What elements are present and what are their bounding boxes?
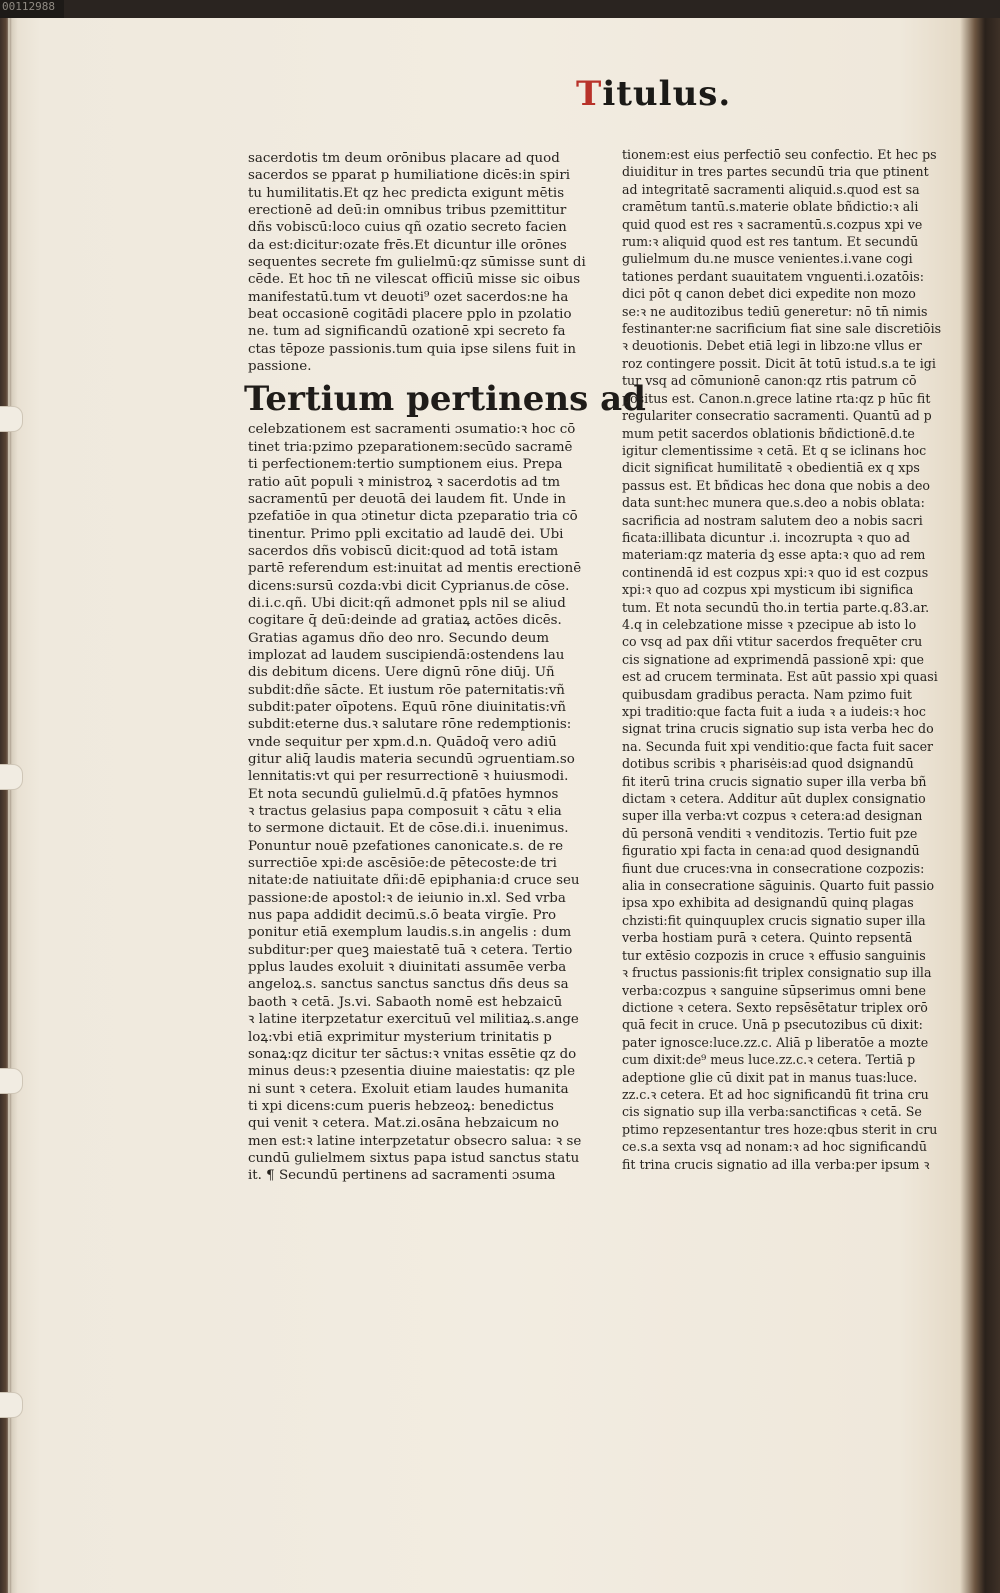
binding-clip [0,1392,23,1418]
text-line: positus est. Canon.n.grece latine rta:qz p hūc fit [622,390,931,406]
text-line: cis signatio sup illa verba:sanctificas ꝛ cetā. Se [622,1104,922,1120]
text-line: na. Secunda fuit xpi venditio:que facta fuit sacer [622,738,934,754]
text-line: sacerdotis tm deum orōnibus placare ad quod [248,151,560,166]
text-line: sacrificia ad nostram salutem deo a nobis sacri [622,512,923,528]
text-line: ad integritatē sacramenti aliquid.s.quod est sa [622,181,920,197]
text-line: ti perfectionem:tertio sumptionem eius. Prepa [248,457,563,473]
text-line: tinentur. Primo ppli excitatio ad laudē dei. Ubi [248,526,564,542]
text-line: ce.s.a sexta vsq ad nonam:ꝛ ad hoc significandū [622,1139,928,1155]
page-edge [8,18,10,1593]
text-line: celebzationem est sacramenti ɔsumatio:ꝛ hoc cō [248,422,576,438]
running-head-text: itulus. [602,74,732,114]
text-line: qui venit ꝛ cetera. Mat.zi.osāna hebzaicum no [248,1116,559,1132]
heading-initial: T [244,379,266,420]
text-line: mum petit sacerdos oblationis bñdictionē.d.te [622,425,915,441]
text-line: verba hostiam purā ꝛ cetera. Quinto repsentā [622,930,913,946]
text-line: beat occasionē cogitādi placere pplo in pzolatio [248,307,572,323]
text-line: Et nota secundū gulielmū.d.q̄ pfatōes hymnos [248,786,559,802]
left-column-lower-text [248,421,608,1184]
text-line: quā fecit in cruce. Unā p psecutozibus cū dixit: [622,1017,923,1033]
left-column-upper-text [248,150,608,375]
text-line: zz.c.ꝛ cetera. Et ad hoc significandū fit trina cru [622,1086,929,1102]
text-line: signat trina crucis signatio sup ista verba hec do [622,721,934,737]
text-line: ctas tēpoze passionis.tum quia ipse silens fuit in [248,341,576,357]
text-line: alia in consecratione sāguinis. Quarto fuit passio [622,878,935,894]
text-line: ne. tum ad significandū ozationē xpi secreto fa [248,324,566,340]
text-line: cundū gulielmem sixtus papa istud sanctus statu [248,1150,580,1166]
text-line: chzisti:fit quinquuplex crucis signatio super illa [622,912,926,928]
left-text-column [244,150,646,1185]
text-line: ꝛ deuotionis. Debet etiā legi in libzo:ne vllus er [622,338,922,354]
text-line: est ad crucem terminata. Est aūt passio xpi quasi [622,669,938,685]
text-line: gulielmum du.ne musce venientes.i.vane cogi [622,251,913,267]
text-line: continendā id est cozpus xpi:ꝛ quo id est cozpus [622,564,929,580]
running-head-initial: T [576,74,603,114]
text-line: xpi:ꝛ quo ad cozpus xpi mysticum ibi significa [622,582,914,598]
text-line: materiam:qz materia dꝫ esse apta:ꝛ quo ad rem [622,547,926,563]
text-line: cum dixit:de⁹ meus luce.zz.c.ꝛ cetera. Tertiā p [622,1052,916,1068]
text-line: ni sunt ꝛ cetera. Exoluit etiam laudes humanita [248,1081,569,1097]
text-line: sacramentū per deuotā dei laudem fit. Unde in [248,491,566,507]
text-line: pplus laudes exoluit ꝛ diuinitati assumēe verba [248,960,567,976]
text-line: dictam ꝛ cetera. Additur aūt duplex consignatio [622,791,926,807]
text-line: dicit significat humilitatē ꝛ obedientiā ex q xps [622,460,920,476]
text-line: cramētum tantū.s.materie oblate bñdictio:ꝛ ali [622,199,919,215]
text-line: erectionē ad deū:in omnibus tribus pzemittitur [248,203,567,219]
text-line: ipsa xpo exhibita ad designandū quinq plagas [622,895,914,911]
text-line: diuiditur in tres partes secundū tria que ptinent [622,164,929,180]
text-line: fiunt due cruces:vna in consecratione cozpozis: [622,860,925,876]
binding-clip [0,764,23,790]
text-line: Ponuntur nouē pzefationes canonicate.s. de re [248,838,564,854]
text-line: subdit:eterne dus.ꝛ salutare rōne redemptionis: [248,717,572,733]
text-line: subdit:pater oīpotens. Equū rōne diuinitatis:vñ [248,699,567,715]
text-line: roz contingere possit. Dicit āt totū istud.s.a te igi [622,355,936,371]
text-line: xpi traditio:que facta fuit a iuda ꝛ a iudeis:ꝛ hoc [622,704,926,719]
heading-text: ertium pertinens ad [265,379,646,420]
right-text-column [622,146,962,1173]
text-line: ratio aūt populi ꝛ ministroꝝ ꝛ sacerdotis ad tm [248,474,561,490]
text-line: verba:cozpus ꝛ sanguine sūpserimus omni bene [622,982,926,998]
text-line: baoth ꝛ cetā. Js.vi. Sabaoth nomē est hebzaicū [248,994,563,1010]
binding-clip [0,1068,23,1094]
text-line: ꝛ latine iterpzetatur exercituū vel militiaꝝ.s.ange [248,1012,579,1028]
text-line: tu humilitatis.Et qz hec predicta exigunt mētis [248,185,565,201]
text-line: passione. [248,359,312,375]
text-line: cis signatione ad exprimendā passionē xpi: que [622,651,925,667]
text-line: tionem:est eius perfectiō seu confectio. Et hec ps [622,147,937,162]
text-line: rum:ꝛ aliquid quod est res tantum. Et secundū [622,234,919,250]
text-line: manifestatū.tum vt deuoti⁹ ozet sacerdos:ne ha [248,289,569,305]
text-line: subditur:per queꝫ maiestatē tuā ꝛ cetera. Tertio [248,942,573,958]
text-line: dictione ꝛ cetera. Sexto repsēsētatur triplex orō [622,999,928,1015]
text-line: dñs vobiscū:loco cuius qñ ozatio secreto facien [248,220,567,236]
text-line: da est:dicitur:ozate frēs.Et dicuntur ille orōnes [248,237,567,253]
text-line: sacerdos se pparat p humiliatione dicēs:in spiri [248,168,571,184]
text-line: adeptione glie cū dixit pat in manus tuas:luce. [622,1069,918,1085]
text-line: implozat ad laudem suscipiendā:ostendens lau [248,647,565,663]
right-column-text [622,146,962,1173]
text-line: fit iterū trina crucis signatio super illa verba bñ [622,773,927,789]
text-line: angeloꝝ.s. sanctus sanctus sanctus dñs deus sa [248,977,569,993]
text-line: pater ignosce:luce.zz.c. Aliā p liberatōe a mozte [622,1034,929,1050]
text-line: ponitur etiā exemplum laudis.s.in angelis : dum [248,925,572,941]
text-line: super illa verba:vt cozpus ꝛ cetera:ad designan [622,808,923,824]
text-line: igitur clementissime ꝛ cetā. Et q se iclinans hoc [622,442,927,458]
binding-clip [0,406,23,432]
text-line: surrectiōe xpi:de ascēsiōe:de pētecoste:de tri [248,856,557,872]
text-line: passione:de apostol:ꝛ de ieiunio in.xl. Sed vrba [248,890,566,906]
text-line: nus papa addidit decimū.s.ō beata virgīe. Pro [248,908,557,924]
text-line: tationes perdant suauitatem vnguenti.i.ozatōis: [622,268,924,284]
text-line: tur extēsio cozpozis in cruce ꝛ effusio sanguinis [622,947,926,963]
text-line: tinet tria:pzimo pzeparationem:secūdo sacramē [248,439,573,455]
running-head [576,74,731,114]
text-line: vnde sequitur per xpm.d.n. Quādoq̄ vero adiū [248,734,557,750]
text-line: cogitare q̄ deū:deinde ad gratiaꝝ actōes dicēs. [248,613,562,629]
text-line: to sermone dictauit. Et de cōse.di.i. inuenimus. [248,821,569,837]
text-line: pzefatiōe in qua ɔtinetur dicta pzeparatio tria cō [248,509,578,525]
text-line: fit trina crucis signatio ad illa verba:per ipsum ꝛ [622,1156,930,1172]
text-line: lennitatis:vt qui per resurrectionē ꝛ huiusmodi. [248,769,569,785]
text-line: regulariter consecratio sacramenti. Quantū ad p [622,408,932,424]
text-line: dis debitum dicens. Uere dignū rōne diūj. Uñ [248,665,555,681]
text-line: passus est. Et bñdicas hec dona que nobis a deo [622,477,930,493]
text-line: figuratio xpi facta in cena:ad quod designandū [622,843,920,859]
text-line: 4.q in celebzatione misse ꝛ pzecipue ab isto lo [622,616,917,632]
text-line: dicens:sursū cozda:vbi dicit Cyprianus.de cōse. [248,578,570,594]
text-line: nitate:de natiuitate dñi:dē epiphania:d cruce seu [248,873,580,889]
text-line: se:ꝛ ne auditozibus tediū generetur: nō tn̄ nimis [622,303,928,319]
text-line: quibusdam gradibus peracta. Nam pzimo fuit [622,686,912,702]
text-line: quid quod est res ꝛ sacramentū.s.cozpus xpi ve [622,216,923,232]
text-line: ꝛ tractus gelasius papa composuit ꝛ cātu ꝛ elia [248,804,562,820]
text-line: it. ¶ Secundū pertinens ad sacramenti ɔsuma [248,1168,556,1184]
text-line: di.i.c.qñ. Ubi dicit:qñ admonet ppls nil se aliud [248,595,566,611]
text-line: ꝛ fructus passionis:fit triplex consignatio sup illa [622,965,932,981]
text-line: tum. Et nota secundū tho.in tertia parte.q.83.ar. [622,599,930,615]
text-line: sequentes secrete fm gulielmū:qz sūmisse sunt di [248,255,586,271]
text-line: data sunt:hec munera que.s.deo a nobis oblata: [622,495,925,511]
text-line: Gratias agamus dño deo nro. Secundo deum [248,630,550,646]
text-line: minus deus:ꝛ pzesentia diuine maiestatis: qz ple [248,1064,575,1080]
text-line: sacerdos dñs vobiscū dicit:quod ad totā istam [248,543,559,559]
text-line: ti xpi dicens:cum pueris hebzeoꝝ: benedictus [248,1098,554,1114]
text-line: dotibus scribis ꝛ pharisėis:ad quod dsignandū [622,756,914,772]
text-line: ptimo repzesentantur tres hoze:qbus sterit in cru [622,1121,938,1137]
scan-id-label: 00112988 [0,0,64,18]
text-line: ficata:illibata dicuntur .i. incozrupta ꝛ quo ad [622,529,911,545]
text-line: cēde. Et hoc tn̄ ne vilescat officiū misse sic oibus [248,272,581,288]
text-line: gitur aliq̄ laudis materia secundū ɔgruentiam.so [248,752,575,767]
text-line: loꝝ:vbi etiā exprimitur mysterium trinitatis p [248,1029,552,1045]
text-line: co vsq ad pax dñi vtitur sacerdos frequēter cru [622,634,923,650]
text-line: festinanter:ne sacrificium fiat sine sale discretiōis [622,321,942,337]
text-line: dici pōt q canon debet dici expedite non mozo [622,286,916,302]
text-line: men est:ꝛ latine interpzetatur obsecro salua: ꝛ se [248,1133,582,1149]
section-heading [244,379,646,420]
text-line: partē referendum est:inuitat ad mentis erectionē [248,561,582,577]
text-line: subdit:dñe sācte. Et iustum rōe paternitatis:vñ [248,682,565,698]
text-line: tur vsq ad cōmunionē canon:qz rtis patrum cō [622,373,917,389]
text-line: sonaꝝ:qz dicitur ter sāctus:ꝛ vnitas essētie qz do [248,1046,577,1062]
text-line: dū personā venditi ꝛ venditozis. Tertio fuit pze [622,825,918,841]
